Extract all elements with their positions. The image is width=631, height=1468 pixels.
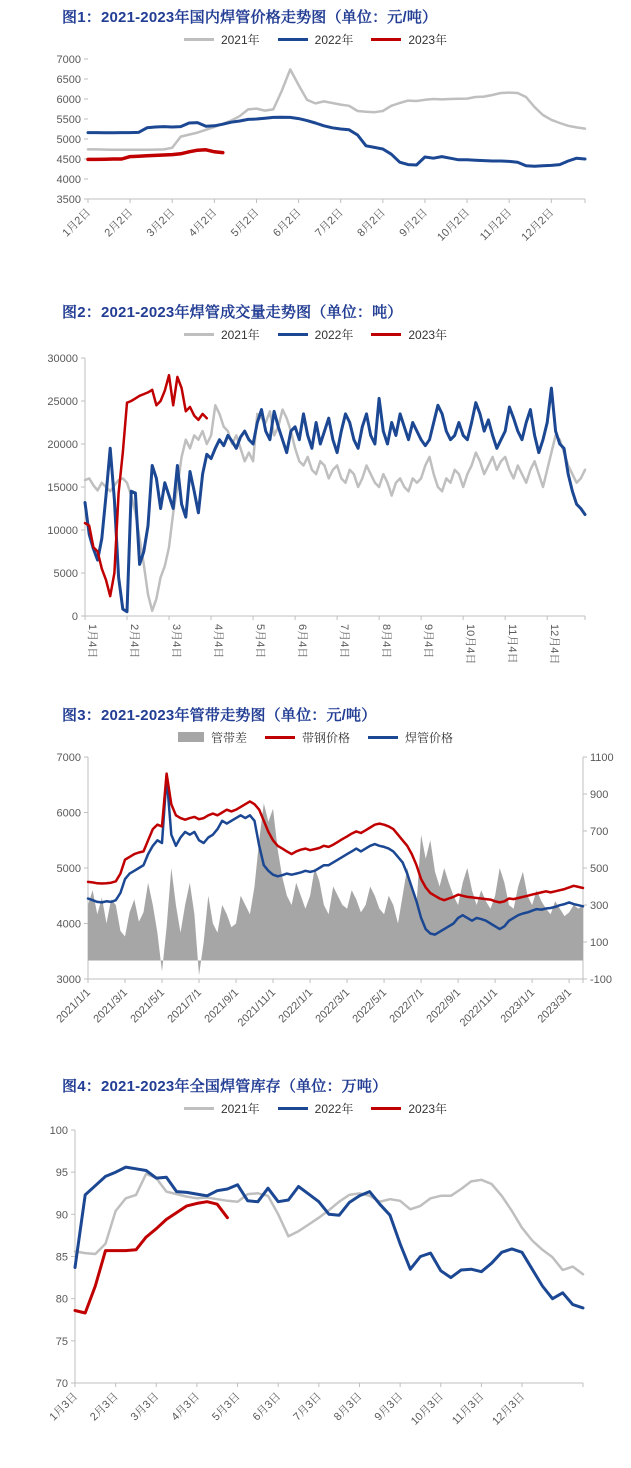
legend-item-2021年: [184, 31, 260, 48]
svg-text:2022/3/1: 2022/3/1: [313, 986, 353, 1026]
legend-item-焊管价格: [368, 729, 453, 746]
legend-label: 2023年: [408, 327, 448, 342]
svg-text:5000: 5000: [56, 863, 81, 875]
svg-text:3月4日: 3月4日: [170, 624, 183, 659]
line-series-2021年: [88, 69, 585, 149]
svg-text:11月2日: 11月2日: [477, 206, 515, 244]
svg-text:4月3日: 4月3日: [169, 1390, 203, 1424]
figure-4-title: 图4：2021-2023年全国焊管库存（单位：万吨）: [62, 1078, 388, 1095]
legend-label: 焊管价格: [405, 730, 454, 745]
figure-2-legend: [0, 324, 631, 344]
svg-text:2022/11/1: 2022/11/1: [457, 986, 501, 1030]
svg-text:10000: 10000: [47, 525, 78, 537]
figure-2-plot: [0, 344, 631, 696]
chart-canvas: [0, 747, 631, 1067]
figure-1-pipe-price-chart: [0, 6, 631, 261]
svg-text:2023/1/1: 2023/1/1: [498, 986, 538, 1026]
legend-line-swatch-icon: [371, 1107, 401, 1110]
svg-text:25000: 25000: [47, 396, 78, 408]
svg-text:2021/3/1: 2021/3/1: [91, 986, 131, 1026]
svg-text:4500: 4500: [56, 154, 81, 166]
legend-line-swatch-icon: [278, 333, 308, 336]
chart-canvas: [0, 344, 631, 696]
svg-text:7月3日: 7月3日: [291, 1390, 324, 1424]
figure-2-title: 图2：2021-2023年焊管成交量走势图（单位：吨）: [62, 304, 403, 321]
figure-1-plot: [0, 49, 631, 261]
line-series-2021年: [75, 1174, 583, 1274]
svg-text:2021/1/1: 2021/1/1: [54, 986, 94, 1026]
svg-text:2021/7/1: 2021/7/1: [165, 986, 205, 1026]
legend-label: 2023年: [408, 1101, 448, 1116]
svg-text:2月2日: 2月2日: [102, 206, 136, 240]
legend-item-2023年: [371, 1100, 447, 1117]
svg-text:5月4日: 5月4日: [254, 624, 267, 659]
legend-label: 2021年: [220, 1101, 260, 1116]
svg-text:3500: 3500: [56, 194, 81, 206]
legend-label: 2022年: [314, 327, 354, 342]
legend-label: 带钢价格: [301, 730, 350, 745]
legend-item-带钢价格: [265, 729, 350, 746]
svg-text:4月4日: 4月4日: [212, 624, 225, 659]
figure-3-title: 图3：2021-2023年管带走势图（单位：元/吨）: [62, 707, 377, 724]
chart-canvas: [0, 1118, 631, 1468]
svg-text:8月2日: 8月2日: [355, 206, 388, 240]
svg-text:6000: 6000: [56, 94, 81, 106]
svg-text:7000: 7000: [56, 54, 81, 66]
svg-text:-100: -100: [590, 974, 613, 986]
legend-label: 2021年: [220, 327, 260, 342]
line-series-2023年: [88, 150, 223, 160]
svg-text:80: 80: [55, 1293, 68, 1306]
svg-text:11月4日: 11月4日: [506, 624, 519, 664]
line-series-2022年: [88, 117, 585, 166]
svg-text:1月2日: 1月2日: [60, 206, 94, 240]
legend-item-2022年: [278, 31, 354, 48]
line-series-2023年: [75, 1202, 227, 1313]
svg-text:7月4日: 7月4日: [338, 624, 351, 659]
svg-text:2月4日: 2月4日: [128, 624, 141, 659]
figure-4-inventory-chart: [0, 1075, 631, 1468]
svg-text:4月2日: 4月2日: [186, 206, 220, 240]
svg-text:75: 75: [55, 1335, 68, 1348]
legend-label: 2021年: [220, 32, 260, 47]
svg-text:85: 85: [55, 1251, 68, 1264]
legend-item-管带差: [178, 729, 247, 746]
svg-text:1100: 1100: [590, 752, 614, 764]
legend-line-swatch-icon: [278, 38, 308, 41]
svg-text:90: 90: [55, 1209, 68, 1222]
svg-text:7000: 7000: [56, 752, 81, 764]
svg-text:6月4日: 6月4日: [296, 624, 309, 659]
svg-text:9月3日: 9月3日: [372, 1390, 406, 1424]
svg-text:700: 700: [590, 826, 609, 838]
legend-line-swatch-icon: [371, 38, 401, 41]
svg-text:4000: 4000: [56, 174, 81, 186]
legend-item-2021年: [184, 326, 260, 343]
svg-text:6月3日: 6月3日: [250, 1390, 284, 1424]
svg-text:2022/1/1: 2022/1/1: [276, 986, 316, 1026]
svg-text:11月3日: 11月3日: [450, 1390, 487, 1428]
svg-text:15000: 15000: [47, 482, 78, 494]
svg-text:95: 95: [55, 1167, 68, 1180]
figure-3-plot: [0, 747, 631, 1067]
svg-text:3月3日: 3月3日: [128, 1390, 162, 1424]
svg-text:5月3日: 5月3日: [209, 1390, 243, 1424]
svg-text:8月4日: 8月4日: [380, 624, 393, 659]
svg-text:100: 100: [49, 1125, 68, 1137]
svg-text:10月2日: 10月2日: [435, 206, 473, 244]
svg-text:4000: 4000: [56, 918, 81, 931]
legend-item-2022年: [278, 326, 354, 343]
svg-text:5000: 5000: [53, 568, 78, 580]
svg-text:900: 900: [590, 789, 609, 801]
svg-text:100: 100: [590, 937, 609, 949]
svg-text:2021/5/1: 2021/5/1: [128, 986, 168, 1026]
svg-text:2023/3/1: 2023/3/1: [535, 986, 575, 1026]
legend-line-swatch-icon: [184, 38, 214, 41]
svg-text:2022/5/1: 2022/5/1: [350, 986, 390, 1026]
legend-label: 2023年: [408, 32, 448, 47]
svg-text:6月2日: 6月2日: [271, 206, 304, 240]
svg-text:2022/7/1: 2022/7/1: [387, 986, 427, 1026]
svg-text:2021/9/1: 2021/9/1: [202, 986, 242, 1026]
svg-text:9月2日: 9月2日: [397, 206, 431, 240]
legend-label: 2022年: [314, 1101, 354, 1116]
legend-area-swatch-icon: [178, 732, 204, 742]
svg-text:500: 500: [590, 863, 609, 875]
svg-text:7月2日: 7月2日: [313, 206, 346, 240]
figure-1-title: 图1：2021-2023年国内焊管价格走势图（单位：元/吨）: [62, 9, 438, 26]
svg-text:70: 70: [55, 1378, 68, 1390]
svg-text:3000: 3000: [56, 974, 81, 986]
figure-4-legend: [0, 1098, 631, 1118]
svg-text:5500: 5500: [56, 114, 81, 126]
svg-text:2021/11/1: 2021/11/1: [235, 986, 279, 1030]
svg-text:6000: 6000: [56, 807, 81, 820]
svg-text:6500: 6500: [56, 74, 81, 86]
svg-text:5000: 5000: [56, 134, 81, 146]
legend-line-swatch-icon: [278, 1107, 308, 1110]
svg-text:12月2日: 12月2日: [519, 206, 557, 244]
svg-text:5月2日: 5月2日: [228, 206, 262, 240]
svg-text:12月3日: 12月3日: [490, 1390, 528, 1428]
svg-text:10月4日: 10月4日: [464, 624, 477, 665]
svg-text:0: 0: [71, 611, 78, 623]
legend-line-swatch-icon: [265, 736, 295, 739]
svg-text:3月2日: 3月2日: [144, 206, 178, 240]
svg-text:300: 300: [590, 900, 609, 912]
legend-line-swatch-icon: [184, 333, 214, 336]
legend-label: 2022年: [314, 32, 354, 47]
legend-item-2021年: [184, 1100, 260, 1117]
svg-text:2022/9/1: 2022/9/1: [424, 986, 464, 1026]
figure-1-legend: [0, 29, 631, 49]
line-series-2022年: [75, 1167, 583, 1308]
figure-4-plot: [0, 1118, 631, 1468]
figure-3-legend: [0, 727, 631, 747]
legend-item-2023年: [371, 326, 447, 343]
legend-item-2023年: [371, 31, 447, 48]
svg-text:8月3日: 8月3日: [331, 1390, 365, 1424]
legend-item-2022年: [278, 1100, 354, 1117]
legend-line-swatch-icon: [368, 736, 398, 739]
svg-text:30000: 30000: [47, 353, 78, 365]
legend-line-swatch-icon: [184, 1107, 214, 1110]
svg-text:1月4日: 1月4日: [86, 624, 98, 659]
svg-text:2月3日: 2月3日: [88, 1390, 121, 1424]
svg-text:1月3日: 1月3日: [47, 1390, 81, 1424]
figure-2-volume-chart: [0, 301, 631, 696]
figure-3-strip-pipe-spread-chart: [0, 704, 631, 1067]
chart-canvas: [0, 49, 631, 261]
legend-label: 管带差: [210, 730, 247, 745]
svg-text:10月3日: 10月3日: [408, 1390, 446, 1428]
svg-text:20000: 20000: [47, 439, 78, 451]
legend-line-swatch-icon: [371, 333, 401, 336]
svg-text:9月4日: 9月4日: [422, 624, 435, 659]
svg-text:12月4日: 12月4日: [548, 624, 561, 665]
